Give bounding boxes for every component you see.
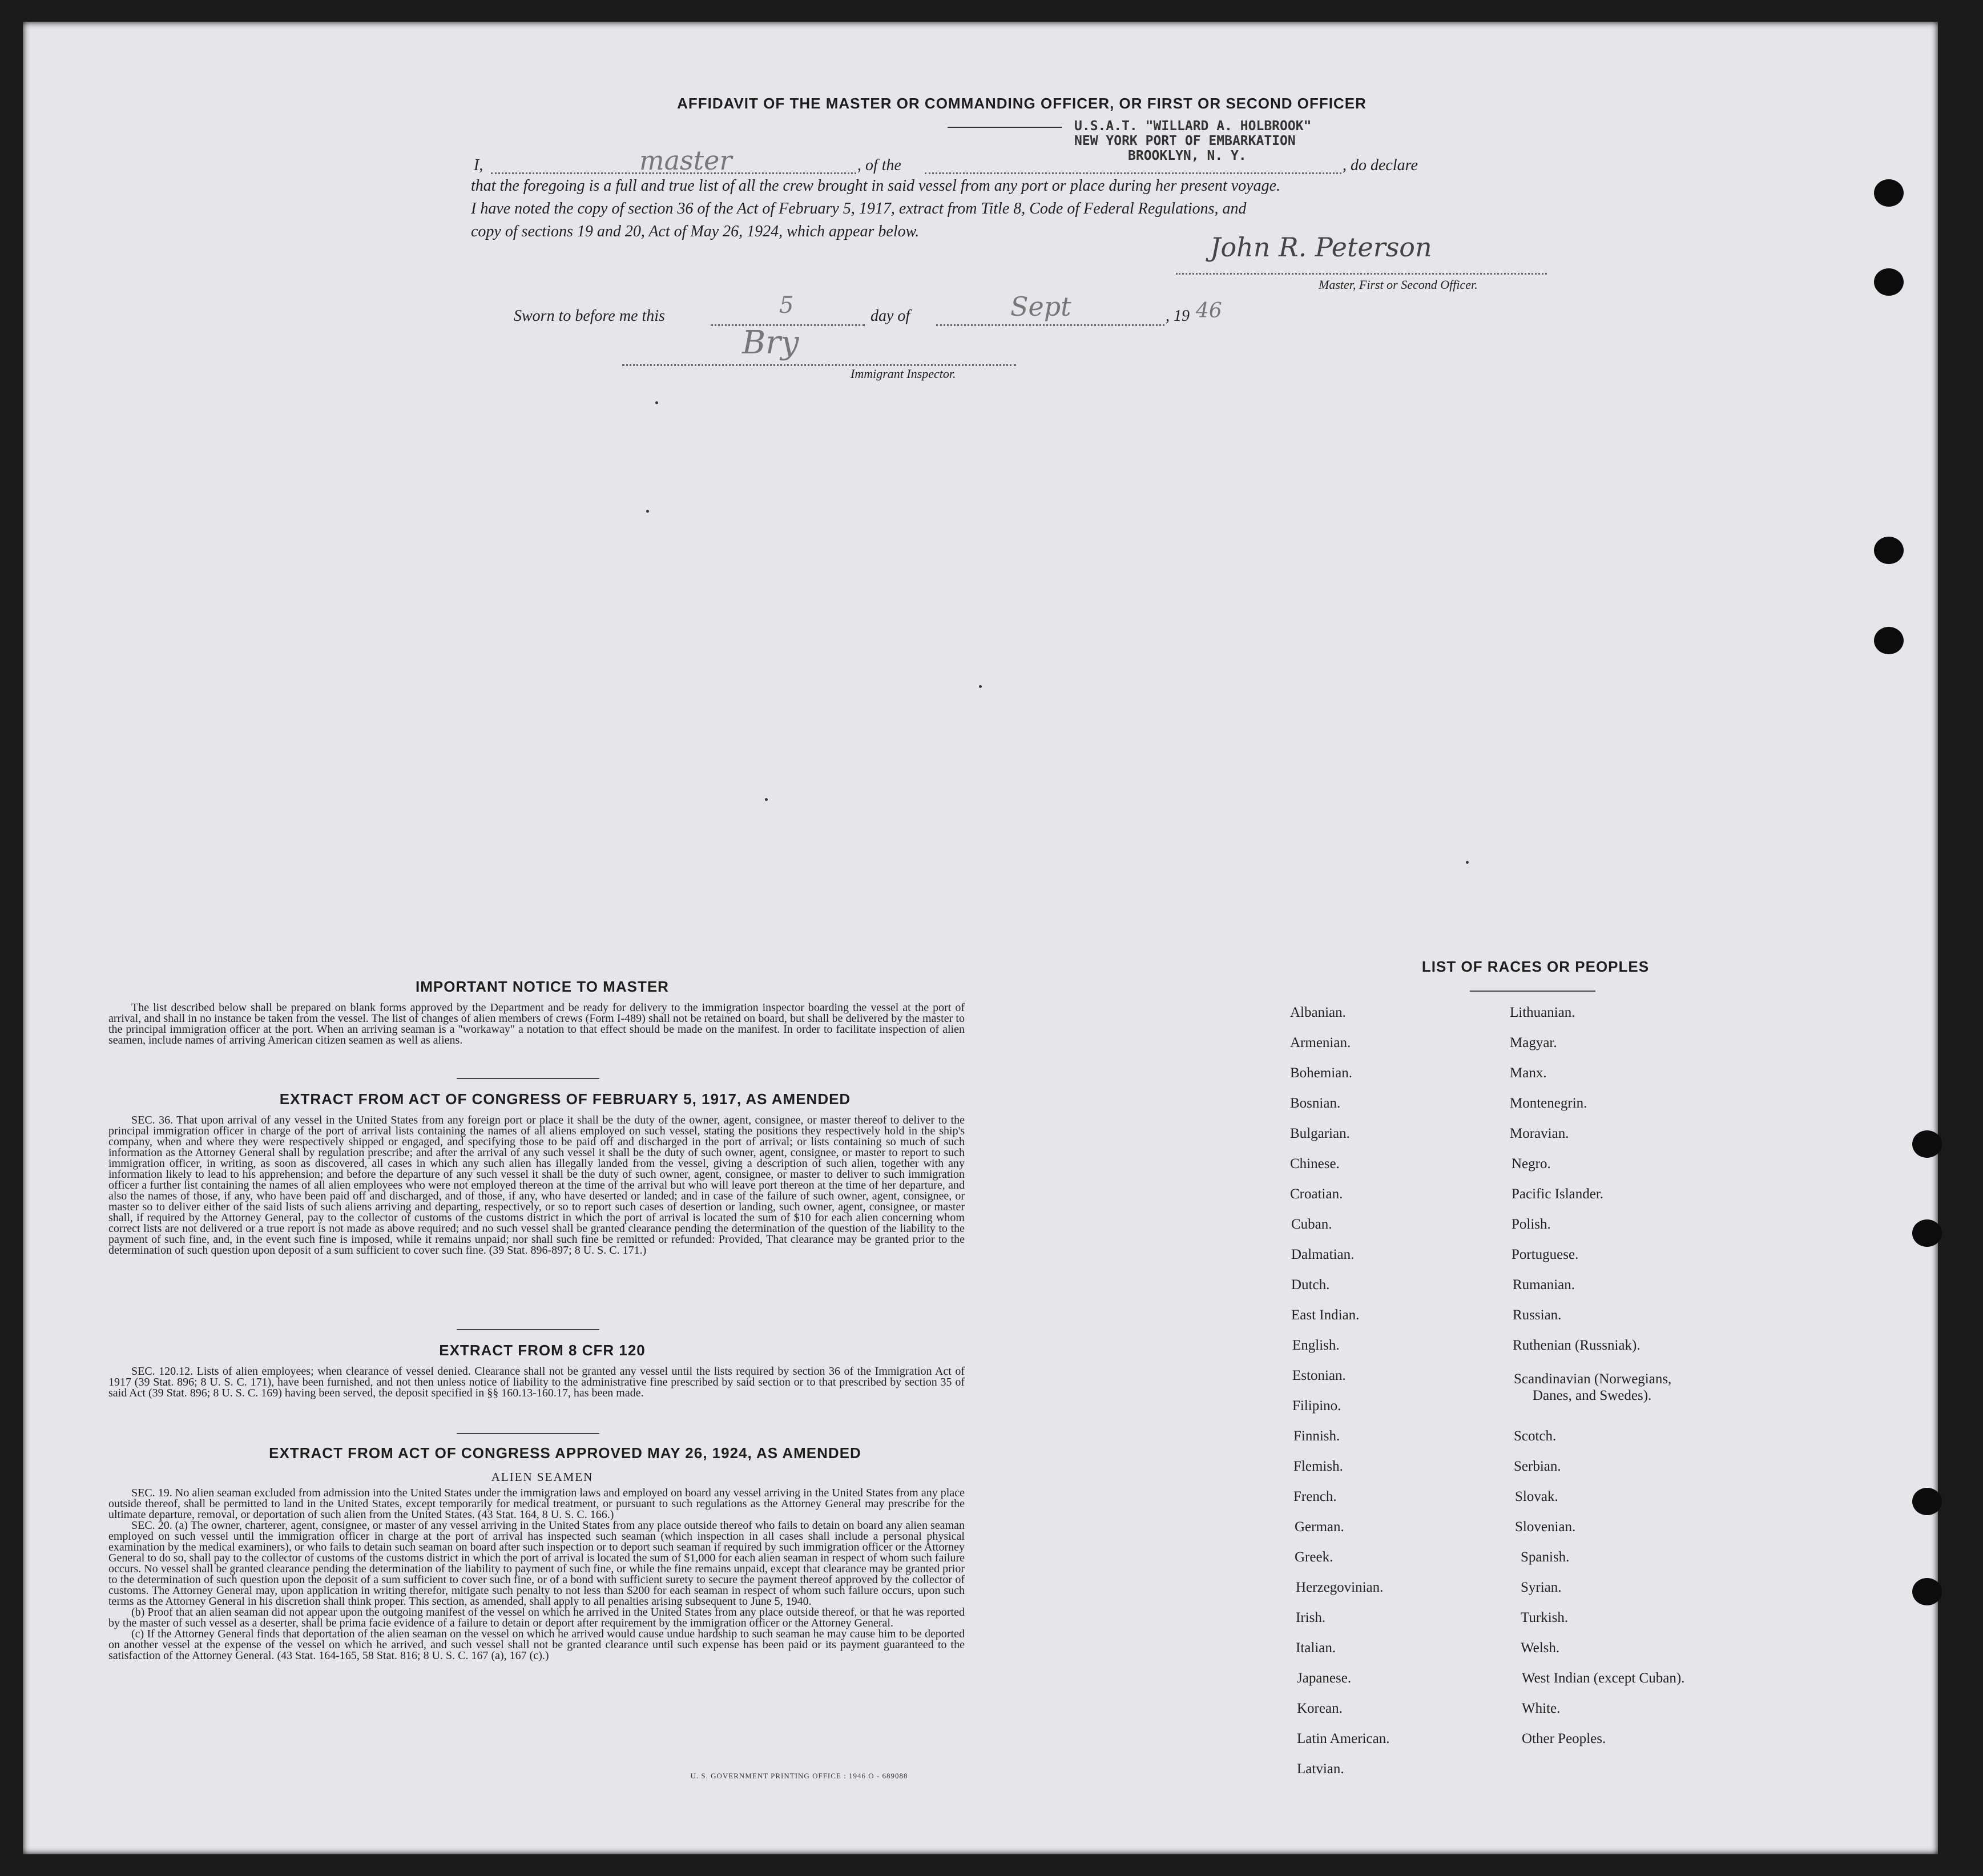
extract-1917-text bbox=[108, 1115, 965, 1256]
stamp-rule bbox=[948, 127, 1062, 128]
extract-cfr-paragraph: SEC. 120.12. Lists of alien employees; when clearance of vessel denied. Clearance shall not be granted any vessel until the lists required by section 36 of the Immigration Act of 1917 (39 Stat. 896; 8 U. S. C. 171), have been furnished, and not then unless notice of liability to the administrative fine prescribed by said section or to that prescribed by section 35 of said Act (39 Stat. 896; 8 U. S. C. 169) having been served, the deposit specified in §§ 160.13-160.17, has been made. bbox=[108, 1365, 965, 1399]
sec-20a-paragraph: SEC. 20. (a) The owner, charterer, agent, consignee, or master of any vessel arriving in the United States from any place outside thereof who fails to detain on board any alien seaman employed on such vessel until the immigration officer in charge at the port of arrival has inspected such seaman (which inspection in all cases shall include a personal physical examination by the medical examiners), or who fails to detain such seaman on board after such inspection or to deport such seaman if required by such immigration officer or the Attorney General to do so, shall pay to the collector of customs of the customs district in which the port of arrival is located the sum of $1,000 for each alien seaman in respect of whom such failure occurs. No vessel shall be granted clearance pending the determination of the liability to payment of such fine, or while the fine remains unpaid, except that clearance may be granted prior to the determination of such question upon the deposit of a sum sufficient to cover such fine, or of a bond with sufficient surety to secure the payment thereof approved by the collector of customs. The Attorney General may, upon application in writing therefor, mitigate such penalty to not less than $200 for each seaman in respect of whom such failure occurs, upon such terms as the Attorney General in his discretion shall think proper. This section, as amended, shall apply to all penalties arising subsequent to June 5, 1940. bbox=[108, 1519, 965, 1608]
race-item: Other Peoples. bbox=[1522, 1731, 1606, 1746]
race-item: Japanese. bbox=[1297, 1670, 1352, 1686]
declaration-line-4: copy of sections 19 and 20, Act of May 26, 1924, which appear below. bbox=[471, 223, 920, 240]
race-item: French. bbox=[1293, 1489, 1337, 1504]
race-item: Dutch. bbox=[1291, 1277, 1330, 1293]
race-item: Italian. bbox=[1296, 1640, 1336, 1656]
race-item: Bulgarian. bbox=[1290, 1126, 1350, 1141]
race-item: Filipino. bbox=[1292, 1398, 1341, 1414]
punch-hole bbox=[1912, 1578, 1942, 1605]
race-item: Greek. bbox=[1295, 1549, 1333, 1565]
label-sworn: Sworn to before me this bbox=[514, 307, 665, 325]
race-item: Slovak. bbox=[1515, 1489, 1558, 1504]
sec-20c-paragraph: (c) If the Attorney General finds that deportation of the alien seaman on the vessel on which he arrived would cause undue hardship to such seaman he may cause him to be deported on another vessel at the expense of the vessel on which he arrived, and such vessel shall not be granted clearance until such expense has been paid or its payment guaranteed to the satisfaction of the Attorney General. (43 Stat. 164-165, 58 Stat. 816; 8 U. S. C. 167 (a), 167 (c).) bbox=[108, 1628, 965, 1662]
printing-office-footer: U. S. GOVERNMENT PRINTING OFFICE : 1946 O - 689088 bbox=[690, 1772, 908, 1780]
sworn-line bbox=[514, 291, 1370, 328]
notice-title: IMPORTANT NOTICE TO MASTER bbox=[416, 978, 669, 995]
handwritten-name: master bbox=[639, 145, 732, 176]
race-item: Latin American. bbox=[1297, 1731, 1390, 1746]
race-item: Pacific Islander. bbox=[1512, 1186, 1604, 1202]
race-item: Chinese. bbox=[1290, 1156, 1340, 1172]
race-item: Scandinavian (Norwegians, bbox=[1514, 1371, 1672, 1387]
inspector-signature: Bry bbox=[742, 324, 799, 361]
label-of-the: , of the bbox=[857, 156, 901, 174]
race-item: Slovenian. bbox=[1515, 1519, 1576, 1535]
punch-hole bbox=[1874, 268, 1904, 296]
sec-19-paragraph: SEC. 19. No alien seaman excluded from admission into the United States under the immigration laws and employed on board any vessel arriving in the United States from any place outside thereof, shall be permitted to land in the United States, except temporarily for medical treatment, or pursuant to such regulations as the Attorney General may prescribe for the ultimate departure, removal, or deportation of such alien from the United States. (43 Stat. 164, 8 U. S. C. 166.) bbox=[108, 1487, 965, 1521]
extract-1924-title: EXTRACT FROM ACT OF CONGRESS APPROVED MAY 26, 1924, AS AMENDED bbox=[269, 1444, 861, 1462]
race-item: Armenian. bbox=[1290, 1035, 1351, 1050]
race-item: Herzegovinian. bbox=[1296, 1580, 1384, 1595]
handwritten-day: 5 bbox=[779, 292, 794, 319]
extract-cfr-text bbox=[108, 1366, 965, 1399]
stamp-line: NEW YORK PORT OF EMBARKATION bbox=[1074, 134, 1296, 148]
race-item: Latvian. bbox=[1297, 1761, 1344, 1777]
label-do-declare: , do declare bbox=[1343, 156, 1418, 174]
affidavit-title: AFFIDAVIT OF THE MASTER OR COMMANDING OFFICER, OR FIRST OR SECOND OFFICER bbox=[677, 95, 1367, 112]
race-item: English. bbox=[1292, 1338, 1340, 1353]
speck bbox=[1466, 861, 1469, 864]
race-item: East Indian. bbox=[1291, 1307, 1360, 1323]
race-item: Cuban. bbox=[1291, 1217, 1332, 1232]
race-item: Portuguese. bbox=[1512, 1247, 1579, 1262]
extract-1924-text bbox=[108, 1488, 965, 1661]
race-item: Welsh. bbox=[1521, 1640, 1560, 1656]
punch-hole bbox=[1912, 1488, 1942, 1515]
label-day-of: day of bbox=[870, 307, 910, 325]
race-item: Estonian. bbox=[1292, 1368, 1346, 1383]
race-item: Ruthenian (Russniak). bbox=[1513, 1338, 1641, 1353]
race-item: Albanian. bbox=[1290, 1005, 1346, 1020]
race-item: Flemish. bbox=[1293, 1459, 1343, 1474]
officer-label: Master, First or Second Officer. bbox=[1319, 277, 1478, 292]
speck bbox=[979, 685, 982, 688]
declaration-line-2: that the foregoing is a full and true list of all the crew brought in said vessel from any port or place during her present voyage. bbox=[471, 177, 1281, 195]
race-item: Moravian. bbox=[1510, 1126, 1569, 1141]
notice-text bbox=[108, 1003, 965, 1046]
handwritten-month: Sept bbox=[1010, 291, 1071, 322]
officer-signature-line bbox=[1176, 232, 1547, 275]
extract-1917-title: EXTRACT FROM ACT OF CONGRESS OF FEBRUARY 5, 1917, AS AMENDED bbox=[279, 1090, 851, 1108]
day-field bbox=[711, 292, 865, 326]
race-item: Syrian. bbox=[1521, 1580, 1562, 1595]
section-divider bbox=[457, 1078, 599, 1079]
sec-20b-paragraph: (b) Proof that an alien seaman did not appear upon the outgoing manifest of the vessel on which he arrived in the United States from any place outside thereof, or that he was reported by the master of such vessel as a deserter, shall be prima facie evidence of a failure to detain or deport after requirement by the immigration officer or the Attorney General. bbox=[108, 1606, 965, 1629]
race-item: Serbian. bbox=[1514, 1459, 1561, 1474]
speck bbox=[765, 798, 768, 801]
race-item: Russian. bbox=[1513, 1307, 1562, 1323]
extract-cfr-title: EXTRACT FROM 8 CFR 120 bbox=[439, 1342, 646, 1359]
race-item: Bosnian. bbox=[1290, 1096, 1341, 1111]
month-field bbox=[936, 291, 1164, 326]
race-item: Turkish. bbox=[1521, 1610, 1569, 1625]
notice-paragraph: The list described below shall be prepared on blank forms approved by the Department and be ready for delivery to the immigration inspector boarding the vessel at the port of arrival, and shall in no instance be taken from the vessel. The list of changes of alien members of crews (Form I-489) shall not be retained on board, but shall be delivered by the master to the principal immigration officer at the port. When an arriving seaman is a "workaway" a notation to that effect should be made on the manifest. In order to facilitate inspection of alien seamen, include names of arriving American citizen seamen as well as aliens. bbox=[108, 1001, 965, 1046]
inspector-signature-line bbox=[622, 324, 1016, 366]
label-year: , 19 bbox=[1166, 307, 1190, 325]
punch-hole bbox=[1912, 1130, 1942, 1158]
document-page bbox=[23, 22, 1938, 1854]
race-item: West Indian (except Cuban). bbox=[1522, 1670, 1685, 1686]
declaration-line-3: I have noted the copy of section 36 of the Act of February 5, 1917, extract from Title 8, Code of Federal Regulations, and bbox=[471, 200, 1247, 218]
section-divider bbox=[457, 1433, 599, 1434]
punch-hole bbox=[1912, 1219, 1942, 1247]
punch-hole bbox=[1874, 627, 1904, 654]
race-item: Finnish. bbox=[1293, 1428, 1340, 1444]
speck bbox=[646, 510, 649, 513]
race-item: White. bbox=[1522, 1701, 1561, 1716]
speck bbox=[655, 401, 658, 404]
inspector-label: Immigrant Inspector. bbox=[851, 367, 956, 381]
vessel-field bbox=[925, 153, 1341, 174]
stamp-line: U.S.A.T. "WILLARD A. HOLBROOK" bbox=[1074, 119, 1312, 134]
race-item: Croatian. bbox=[1290, 1186, 1343, 1202]
race-item: Negro. bbox=[1512, 1156, 1551, 1172]
extract-1924-subtitle: ALIEN SEAMEN bbox=[491, 1470, 594, 1484]
race-item: Lithuanian. bbox=[1510, 1005, 1575, 1020]
race-item: German. bbox=[1295, 1519, 1344, 1535]
race-item: Danes, and Swedes). bbox=[1533, 1388, 1652, 1403]
race-item: Manx. bbox=[1510, 1065, 1547, 1081]
handwritten-year: 46 bbox=[1196, 299, 1222, 323]
race-item: Magyar. bbox=[1510, 1035, 1557, 1050]
race-item: Dalmatian. bbox=[1291, 1247, 1355, 1262]
race-item: Bohemian. bbox=[1290, 1065, 1353, 1081]
race-item: Rumanian. bbox=[1513, 1277, 1575, 1293]
declaration-line-1 bbox=[474, 145, 1558, 176]
race-item: Korean. bbox=[1297, 1701, 1343, 1716]
section-divider bbox=[457, 1329, 599, 1330]
race-item: Scotch. bbox=[1514, 1428, 1557, 1444]
extract-1917-paragraph: SEC. 36. That upon arrival of any vessel in the United States from any foreign port or place it shall be the duty of the owner, agent, consignee, or master thereof to deliver to the principal immigration officer in charge of the port of arrival lists containing the names of all aliens employed on such vessel, stating the positions they respectively hold in the ship's company, when and where they were respectively shipped or engaged, and specifying those to be paid off and discharged in the port of arrival; or lists containing so much of such information as the Attorney General shall by regulation prescribe; and after the arrival of any such vessel it shall be the duty of such owner, agent, consignee, or master to report to such immigration officer, in writing, as soon as discovered, all cases in which any such alien has illegally landed from the vessel, giving a description of such alien, together with any information likely to lead to his apprehension; and before the departure of any such vessel it shall be the duty of such owner, agent, consignee, or master to deliver to such immigration officer a further list containing the names of all alien employees who were not employed thereon at the time of the arrival but who will leave port thereon at the time of her departure, and also the names of those, if any, who have been paid off and discharged, and of those, if any, who have deserted or landed; and in case of the failure of such owner, agent, consignee, or master so to deliver either of the said lists of such aliens arriving and departing, respectively, or so to report such cases of desertion or landing, such owner, agent, consignee, or master shall, if required by the Attorney General, pay to the collector of customs of the customs district in which the port of arrival is located the sum of $10 for each alien concerning whom correct lists are not delivered or a true report is not made as above required; and no such vessel shall be granted clearance pending the determination of the question of the liability to the payment of such fine, and, in the event such fine is imposed, while it remains unpaid; nor shall such fine be remitted or refunded: Provided, That clearance may be granted prior to the determination of such question upon deposit of a sum sufficient to cover such fine. (39 Stat. 896-897; 8 U. S. C. 171.) bbox=[108, 1114, 965, 1257]
race-item: Polish. bbox=[1512, 1217, 1551, 1232]
name-field bbox=[491, 145, 856, 176]
races-divider bbox=[1470, 991, 1595, 992]
stamp-line: BROOKLYN, N. Y. bbox=[1128, 148, 1247, 163]
officer-signature: John R. Peterson bbox=[1210, 232, 1432, 263]
race-item: Montenegrin. bbox=[1510, 1096, 1587, 1111]
race-item: Irish. bbox=[1296, 1610, 1326, 1625]
punch-hole bbox=[1874, 537, 1904, 564]
label-i: I, bbox=[474, 156, 483, 174]
punch-hole bbox=[1874, 179, 1904, 207]
races-title: LIST OF RACES OR PEOPLES bbox=[1421, 958, 1650, 975]
race-item: Spanish. bbox=[1521, 1549, 1570, 1565]
